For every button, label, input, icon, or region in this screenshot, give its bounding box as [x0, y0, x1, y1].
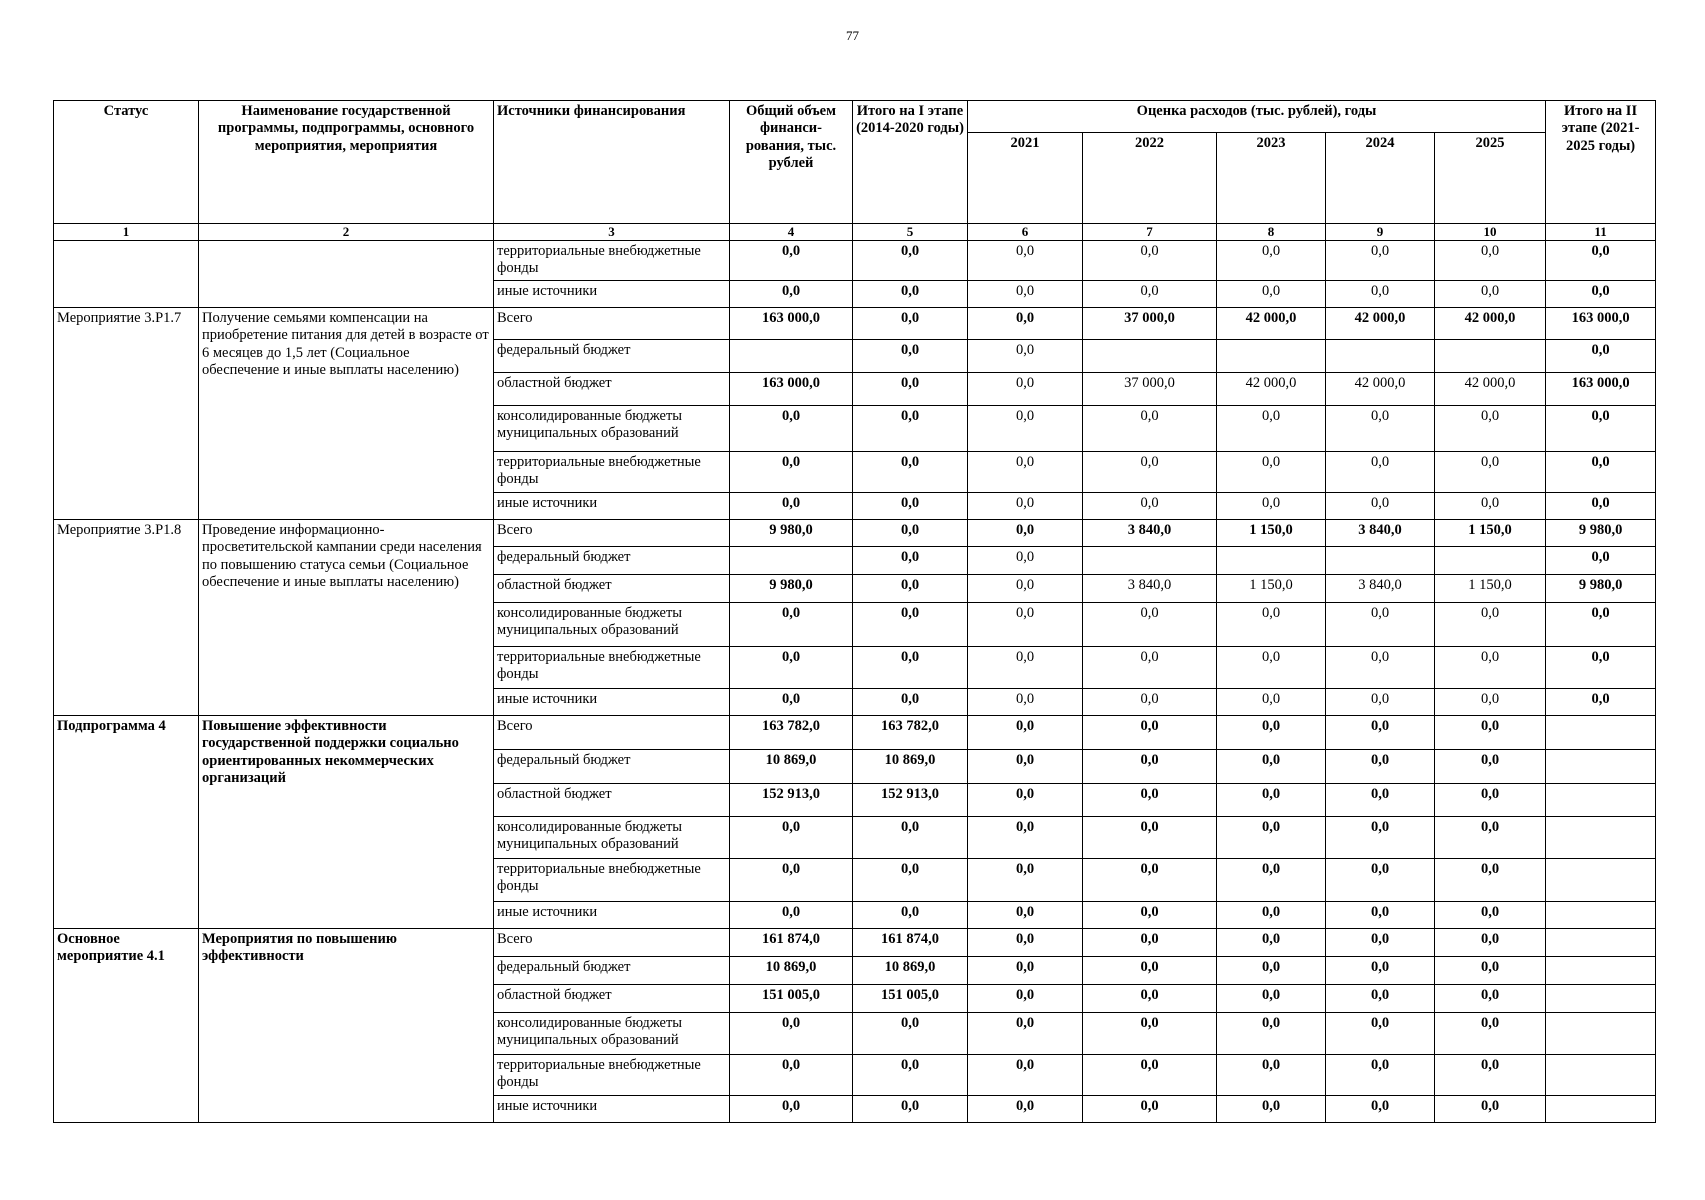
row-status: Мероприятие 3.P1.8 [54, 519, 199, 715]
total-volume-cell: 0,0 [730, 1012, 853, 1054]
total-volume-cell: 10 869,0 [730, 749, 853, 783]
source-cell: Всего [494, 928, 730, 956]
year-value-cell: 0,0 [1326, 783, 1435, 816]
row-name: Повышение эффективности государственной поддержки социально ориентированных некоммерческих организаций [199, 715, 494, 928]
year-value-cell: 0,0 [1435, 492, 1546, 519]
header-year: 2023 [1217, 133, 1326, 224]
stage1-total-cell: 0,0 [853, 858, 968, 901]
year-value-cell: 0,0 [1435, 749, 1546, 783]
total-volume-cell: 0,0 [730, 858, 853, 901]
year-value-cell: 0,0 [1435, 984, 1546, 1012]
year-value-cell: 0,0 [968, 405, 1083, 451]
year-value-cell: 0,0 [1435, 451, 1546, 492]
row-status [54, 241, 199, 308]
year-value-cell: 0,0 [1217, 646, 1326, 688]
table-body [54, 241, 1656, 1123]
year-value-cell: 0,0 [1326, 241, 1435, 281]
year-value-cell: 0,0 [968, 1012, 1083, 1054]
source-cell: территориальные внебюджетные фонды [494, 1054, 730, 1095]
stage1-total-cell: 163 782,0 [853, 715, 968, 749]
stage2-total-cell: 0,0 [1546, 280, 1656, 307]
table-row [54, 519, 1656, 546]
year-value-cell: 0,0 [968, 715, 1083, 749]
year-value-cell: 0,0 [1326, 816, 1435, 858]
row-name [199, 241, 494, 308]
stage1-total-cell: 152 913,0 [853, 783, 968, 816]
total-volume-cell: 161 874,0 [730, 928, 853, 956]
year-value-cell: 0,0 [1435, 405, 1546, 451]
year-value-cell: 0,0 [1083, 901, 1217, 928]
year-value-cell: 0,0 [1083, 1054, 1217, 1095]
stage1-total-cell: 10 869,0 [853, 956, 968, 984]
source-cell: федеральный бюджет [494, 749, 730, 783]
year-value-cell: 0,0 [968, 1095, 1083, 1122]
stage1-total-cell: 0,0 [853, 901, 968, 928]
year-value-cell [1326, 546, 1435, 574]
column-number: 4 [730, 224, 853, 241]
source-cell: иные источники [494, 901, 730, 928]
year-value-cell: 0,0 [1217, 1095, 1326, 1122]
source-cell: консолидированные бюджеты муниципальных образований [494, 602, 730, 646]
stage2-total-cell: 9 980,0 [1546, 574, 1656, 602]
source-cell: территориальные внебюджетные фонды [494, 241, 730, 281]
stage2-total-cell [1546, 858, 1656, 901]
stage1-total-cell: 0,0 [853, 519, 968, 546]
year-value-cell: 0,0 [1435, 280, 1546, 307]
column-number: 1 [54, 224, 199, 241]
source-cell: Всего [494, 519, 730, 546]
year-value-cell [1435, 339, 1546, 372]
year-value-cell: 42 000,0 [1217, 307, 1326, 339]
stage2-total-cell [1546, 816, 1656, 858]
stage1-total-cell: 0,0 [853, 241, 968, 281]
source-cell: территориальные внебюджетные фонды [494, 646, 730, 688]
source-cell: федеральный бюджет [494, 546, 730, 574]
stage2-total-cell [1546, 715, 1656, 749]
total-volume-cell: 0,0 [730, 816, 853, 858]
row-status: Мероприятие 3.P1.7 [54, 307, 199, 519]
year-value-cell: 0,0 [1083, 241, 1217, 281]
stage1-total-cell: 0,0 [853, 372, 968, 405]
year-value-cell: 0,0 [1083, 858, 1217, 901]
header-year: 2021 [968, 133, 1083, 224]
year-value-cell: 0,0 [1326, 492, 1435, 519]
total-volume-cell: 0,0 [730, 451, 853, 492]
year-value-cell: 0,0 [1217, 602, 1326, 646]
year-value-cell: 0,0 [1217, 783, 1326, 816]
year-value-cell: 3 840,0 [1083, 519, 1217, 546]
stage2-total-cell [1546, 1095, 1656, 1122]
year-value-cell: 0,0 [1217, 858, 1326, 901]
stage2-total-cell [1546, 783, 1656, 816]
year-value-cell: 0,0 [968, 339, 1083, 372]
year-value-cell: 0,0 [1217, 451, 1326, 492]
year-value-cell: 0,0 [1326, 956, 1435, 984]
header-status: Статус [54, 101, 199, 224]
year-value-cell: 0,0 [1083, 956, 1217, 984]
row-status: Подпрограмма 4 [54, 715, 199, 928]
stage2-total-cell: 0,0 [1546, 451, 1656, 492]
year-value-cell: 0,0 [968, 546, 1083, 574]
table-row [54, 241, 1656, 281]
year-value-cell: 0,0 [1083, 783, 1217, 816]
year-value-cell: 37 000,0 [1083, 307, 1217, 339]
total-volume-cell: 9 980,0 [730, 519, 853, 546]
year-value-cell: 0,0 [1435, 956, 1546, 984]
year-value-cell: 0,0 [1083, 602, 1217, 646]
year-value-cell: 0,0 [1326, 858, 1435, 901]
year-value-cell: 0,0 [1217, 1054, 1326, 1095]
year-value-cell: 0,0 [968, 956, 1083, 984]
total-volume-cell: 151 005,0 [730, 984, 853, 1012]
source-cell: федеральный бюджет [494, 956, 730, 984]
year-value-cell: 0,0 [1217, 715, 1326, 749]
year-value-cell: 0,0 [1435, 858, 1546, 901]
source-cell: областной бюджет [494, 984, 730, 1012]
stage1-total-cell: 0,0 [853, 280, 968, 307]
stage1-total-cell: 0,0 [853, 546, 968, 574]
year-value-cell: 37 000,0 [1083, 372, 1217, 405]
year-value-cell: 0,0 [1326, 1095, 1435, 1122]
stage2-total-cell: 0,0 [1546, 546, 1656, 574]
year-value-cell: 0,0 [1326, 1012, 1435, 1054]
year-value-cell: 0,0 [1326, 715, 1435, 749]
year-value-cell: 0,0 [1435, 816, 1546, 858]
year-value-cell: 0,0 [1435, 1095, 1546, 1122]
stage1-total-cell: 0,0 [853, 574, 968, 602]
year-value-cell: 0,0 [1083, 749, 1217, 783]
year-value-cell: 0,0 [1083, 1012, 1217, 1054]
stage1-total-cell: 0,0 [853, 646, 968, 688]
year-value-cell: 0,0 [1217, 928, 1326, 956]
total-volume-cell [730, 339, 853, 372]
stage2-total-cell [1546, 956, 1656, 984]
year-value-cell: 3 840,0 [1326, 574, 1435, 602]
year-value-cell: 0,0 [1435, 901, 1546, 928]
header-sources: Источники финансирования [494, 101, 730, 224]
header-year: 2025 [1435, 133, 1546, 224]
year-value-cell: 1 150,0 [1435, 519, 1546, 546]
stage2-total-cell: 0,0 [1546, 688, 1656, 715]
header-total-volume: Общий объем финанси-рования, тыс. рублей [730, 101, 853, 224]
stage1-total-cell: 0,0 [853, 339, 968, 372]
source-cell: консолидированные бюджеты муниципальных образований [494, 405, 730, 451]
total-volume-cell [730, 546, 853, 574]
year-value-cell: 0,0 [968, 280, 1083, 307]
column-number: 11 [1546, 224, 1656, 241]
year-value-cell: 0,0 [1083, 405, 1217, 451]
table-row [54, 928, 1656, 956]
year-value-cell: 0,0 [1217, 984, 1326, 1012]
year-value-cell: 0,0 [1326, 749, 1435, 783]
total-volume-cell: 0,0 [730, 492, 853, 519]
year-value-cell: 0,0 [1083, 816, 1217, 858]
source-cell: территориальные внебюджетные фонды [494, 451, 730, 492]
year-value-cell: 0,0 [1217, 688, 1326, 715]
total-volume-cell: 0,0 [730, 901, 853, 928]
year-value-cell: 0,0 [968, 451, 1083, 492]
column-number: 7 [1083, 224, 1217, 241]
year-value-cell: 0,0 [1435, 1012, 1546, 1054]
table-header [54, 101, 1656, 241]
column-number: 2 [199, 224, 494, 241]
column-number: 10 [1435, 224, 1546, 241]
stage2-total-cell: 0,0 [1546, 405, 1656, 451]
stage1-total-cell: 0,0 [853, 1054, 968, 1095]
stage1-total-cell: 0,0 [853, 1012, 968, 1054]
year-value-cell: 42 000,0 [1435, 307, 1546, 339]
year-value-cell: 0,0 [968, 519, 1083, 546]
row-name: Мероприятия по повышению эффективности [199, 928, 494, 1122]
stage2-total-cell [1546, 749, 1656, 783]
year-value-cell: 42 000,0 [1435, 372, 1546, 405]
stage2-total-cell: 0,0 [1546, 339, 1656, 372]
year-value-cell: 0,0 [968, 901, 1083, 928]
stage1-total-cell: 0,0 [853, 492, 968, 519]
source-cell: иные источники [494, 280, 730, 307]
page-number: 77 [846, 28, 859, 43]
total-volume-cell: 10 869,0 [730, 956, 853, 984]
year-value-cell: 0,0 [1083, 928, 1217, 956]
year-value-cell: 0,0 [968, 574, 1083, 602]
year-value-cell: 0,0 [1083, 492, 1217, 519]
year-value-cell [1435, 546, 1546, 574]
year-value-cell: 0,0 [968, 688, 1083, 715]
year-value-cell: 0,0 [1217, 901, 1326, 928]
stage2-total-cell: 0,0 [1546, 492, 1656, 519]
column-number: 6 [968, 224, 1083, 241]
year-value-cell: 3 840,0 [1326, 519, 1435, 546]
year-value-cell: 0,0 [1326, 646, 1435, 688]
year-value-cell [1217, 339, 1326, 372]
year-value-cell [1083, 339, 1217, 372]
year-value-cell: 0,0 [968, 492, 1083, 519]
year-value-cell: 0,0 [1083, 1095, 1217, 1122]
year-value-cell: 0,0 [968, 372, 1083, 405]
stage2-total-cell: 9 980,0 [1546, 519, 1656, 546]
total-volume-cell: 163 000,0 [730, 372, 853, 405]
year-value-cell: 0,0 [968, 646, 1083, 688]
year-value-cell: 0,0 [968, 307, 1083, 339]
row-name: Проведение информационно-просветительской кампании среди населения по повышению статуса семьи (Социальное обеспечение и иные выплаты населению) [199, 519, 494, 715]
year-value-cell: 0,0 [1435, 241, 1546, 281]
year-value-cell: 0,0 [1326, 688, 1435, 715]
year-value-cell: 0,0 [1435, 646, 1546, 688]
column-number: 8 [1217, 224, 1326, 241]
total-volume-cell: 9 980,0 [730, 574, 853, 602]
total-volume-cell: 0,0 [730, 1054, 853, 1095]
year-value-cell: 0,0 [1435, 783, 1546, 816]
year-value-cell: 0,0 [1435, 928, 1546, 956]
year-value-cell: 0,0 [1083, 646, 1217, 688]
stage2-total-cell: 163 000,0 [1546, 307, 1656, 339]
year-value-cell: 0,0 [1326, 405, 1435, 451]
header-year: 2022 [1083, 133, 1217, 224]
year-value-cell: 42 000,0 [1217, 372, 1326, 405]
year-value-cell [1217, 546, 1326, 574]
stage2-total-cell [1546, 901, 1656, 928]
financing-table [53, 100, 1656, 1123]
year-value-cell: 0,0 [1435, 1054, 1546, 1095]
year-value-cell: 0,0 [1083, 688, 1217, 715]
source-cell: иные источники [494, 688, 730, 715]
year-value-cell: 0,0 [1217, 749, 1326, 783]
year-value-cell: 0,0 [1326, 451, 1435, 492]
source-cell: федеральный бюджет [494, 339, 730, 372]
source-cell: консолидированные бюджеты муниципальных образований [494, 1012, 730, 1054]
source-cell: иные источники [494, 1095, 730, 1122]
year-value-cell: 0,0 [1217, 956, 1326, 984]
stage1-total-cell: 0,0 [853, 451, 968, 492]
year-value-cell: 0,0 [1435, 715, 1546, 749]
header-name: Наименование государственной программы, подпрограммы, основного мероприятия, мероприятия [199, 101, 494, 224]
total-volume-cell: 0,0 [730, 280, 853, 307]
year-value-cell: 1 150,0 [1217, 574, 1326, 602]
year-value-cell: 0,0 [1435, 688, 1546, 715]
year-value-cell: 0,0 [1326, 901, 1435, 928]
total-volume-cell: 0,0 [730, 405, 853, 451]
source-cell: территориальные внебюджетные фонды [494, 858, 730, 901]
year-value-cell: 0,0 [1326, 1054, 1435, 1095]
year-value-cell: 0,0 [968, 241, 1083, 281]
year-value-cell: 0,0 [968, 816, 1083, 858]
stage2-total-cell [1546, 984, 1656, 1012]
stage1-total-cell: 0,0 [853, 307, 968, 339]
year-value-cell: 0,0 [968, 984, 1083, 1012]
source-cell: Всего [494, 307, 730, 339]
total-volume-cell: 0,0 [730, 646, 853, 688]
stage1-total-cell: 0,0 [853, 602, 968, 646]
source-cell: Всего [494, 715, 730, 749]
source-cell: консолидированные бюджеты муниципальных образований [494, 816, 730, 858]
stage2-total-cell [1546, 1054, 1656, 1095]
total-volume-cell: 163 000,0 [730, 307, 853, 339]
year-value-cell: 1 150,0 [1217, 519, 1326, 546]
table-row [54, 715, 1656, 749]
year-value-cell: 0,0 [968, 858, 1083, 901]
year-value-cell: 0,0 [1217, 280, 1326, 307]
year-value-cell: 0,0 [1083, 451, 1217, 492]
year-value-cell: 0,0 [968, 1054, 1083, 1095]
total-volume-cell: 0,0 [730, 1095, 853, 1122]
source-cell: иные источники [494, 492, 730, 519]
source-cell: областной бюджет [494, 783, 730, 816]
header-stage1-total: Итого на I этапе (2014-2020 годы) [853, 101, 968, 224]
header-stage2-total: Итого на II этапе (2021-2025 годы) [1546, 101, 1656, 224]
stage1-total-cell: 10 869,0 [853, 749, 968, 783]
stage2-total-cell [1546, 928, 1656, 956]
stage1-total-cell: 151 005,0 [853, 984, 968, 1012]
row-status: Основное мероприятие 4.1 [54, 928, 199, 1122]
year-value-cell: 0,0 [1435, 602, 1546, 646]
stage1-total-cell: 161 874,0 [853, 928, 968, 956]
total-volume-cell: 0,0 [730, 602, 853, 646]
year-value-cell: 0,0 [1326, 928, 1435, 956]
column-number: 5 [853, 224, 968, 241]
year-value-cell: 0,0 [1083, 715, 1217, 749]
year-value-cell: 42 000,0 [1326, 307, 1435, 339]
column-number: 9 [1326, 224, 1435, 241]
year-value-cell: 0,0 [1326, 280, 1435, 307]
stage1-total-cell: 0,0 [853, 688, 968, 715]
source-cell: областной бюджет [494, 372, 730, 405]
total-volume-cell: 163 782,0 [730, 715, 853, 749]
header-estimate-group: Оценка расходов (тыс. рублей), годы [968, 101, 1546, 133]
total-volume-cell: 0,0 [730, 241, 853, 281]
year-value-cell: 1 150,0 [1435, 574, 1546, 602]
total-volume-cell: 0,0 [730, 688, 853, 715]
total-volume-cell: 152 913,0 [730, 783, 853, 816]
header-year: 2024 [1326, 133, 1435, 224]
stage1-total-cell: 0,0 [853, 1095, 968, 1122]
year-value-cell: 0,0 [1217, 241, 1326, 281]
year-value-cell: 3 840,0 [1083, 574, 1217, 602]
stage2-total-cell: 0,0 [1546, 646, 1656, 688]
column-number: 3 [494, 224, 730, 241]
year-value-cell: 0,0 [1217, 405, 1326, 451]
year-value-cell: 0,0 [1083, 984, 1217, 1012]
table-row [54, 307, 1656, 339]
year-value-cell: 0,0 [1083, 280, 1217, 307]
year-value-cell: 0,0 [1217, 1012, 1326, 1054]
year-value-cell: 0,0 [1217, 816, 1326, 858]
row-name: Получение семьями компенсации на приобретение питания для детей в возрасте от 6 месяцев до 1,5 лет (Социальное обеспечение и иные выплаты населению) [199, 307, 494, 519]
stage2-total-cell [1546, 1012, 1656, 1054]
year-value-cell: 0,0 [1326, 602, 1435, 646]
year-value-cell: 42 000,0 [1326, 372, 1435, 405]
source-cell: областной бюджет [494, 574, 730, 602]
year-value-cell [1083, 546, 1217, 574]
year-value-cell: 0,0 [968, 928, 1083, 956]
stage2-total-cell: 0,0 [1546, 602, 1656, 646]
year-value-cell: 0,0 [968, 602, 1083, 646]
year-value-cell: 0,0 [968, 749, 1083, 783]
stage1-total-cell: 0,0 [853, 405, 968, 451]
stage2-total-cell: 163 000,0 [1546, 372, 1656, 405]
year-value-cell: 0,0 [968, 783, 1083, 816]
year-value-cell [1326, 339, 1435, 372]
stage1-total-cell: 0,0 [853, 816, 968, 858]
year-value-cell: 0,0 [1217, 492, 1326, 519]
stage2-total-cell: 0,0 [1546, 241, 1656, 281]
year-value-cell: 0,0 [1326, 984, 1435, 1012]
